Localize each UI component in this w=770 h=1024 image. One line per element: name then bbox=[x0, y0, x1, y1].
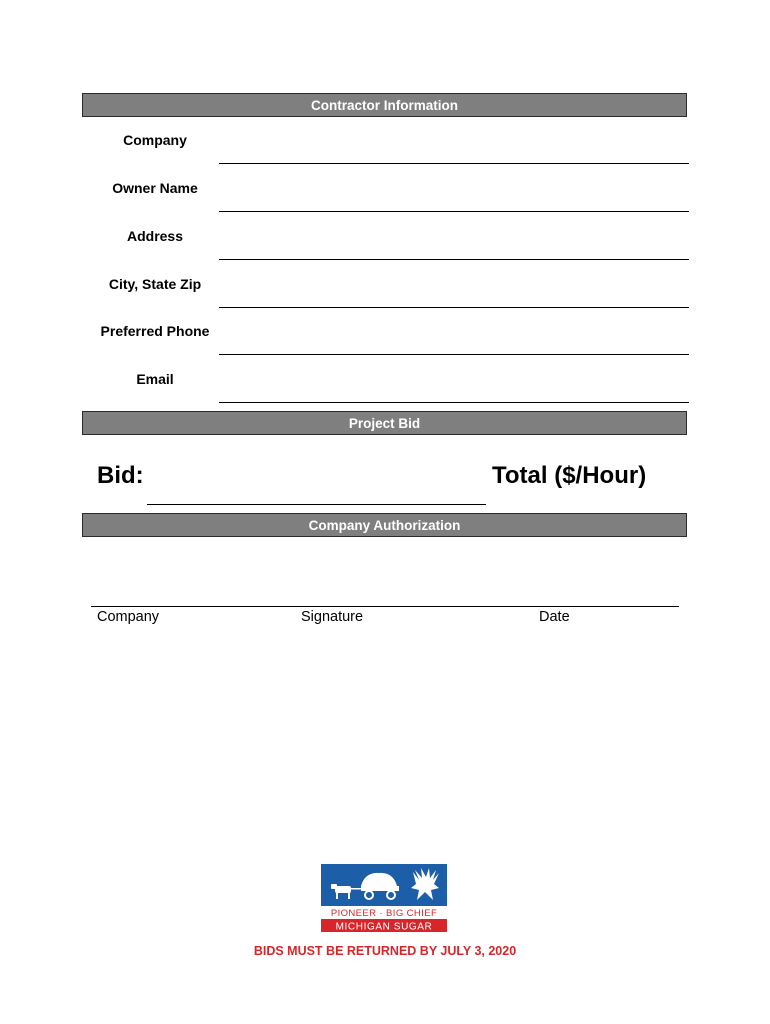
company-field[interactable] bbox=[219, 163, 689, 164]
company-label: Company bbox=[123, 132, 187, 148]
owner-name-label: Owner Name bbox=[112, 180, 198, 196]
bid-label: Bid: bbox=[97, 462, 144, 489]
authorization-company-label: Company bbox=[97, 609, 160, 625]
authorization-date-label: Date bbox=[539, 609, 570, 625]
email-field[interactable] bbox=[219, 402, 689, 403]
section-header-company-authorization: Company Authorization bbox=[82, 513, 687, 537]
bid-field[interactable] bbox=[147, 504, 486, 505]
authorization-signature-label: Signature bbox=[301, 609, 364, 625]
address-field[interactable] bbox=[219, 259, 689, 260]
deadline-notice: BIDS MUST BE RETURNED BY JULY 3, 2020 bbox=[253, 944, 517, 958]
total-per-hour-label: Total ($/Hour) bbox=[492, 462, 647, 489]
city-state-zip-label: City, State Zip bbox=[108, 276, 202, 292]
city-state-zip-field[interactable] bbox=[219, 307, 689, 308]
section-header-project-bid: Project Bid bbox=[82, 411, 687, 435]
section-header-contractor-information: Contractor Information bbox=[82, 93, 687, 117]
email-label: Email bbox=[136, 371, 174, 387]
svg-text:MICHIGAN SUGAR: MICHIGAN SUGAR bbox=[335, 921, 433, 932]
michigan-sugar-logo bbox=[321, 864, 447, 932]
owner-name-field[interactable] bbox=[219, 211, 689, 212]
svg-text:PIONEER · BIG CHIEF: PIONEER · BIG CHIEF bbox=[330, 908, 438, 919]
address-label: Address bbox=[126, 228, 184, 244]
preferred-phone-label: Preferred Phone bbox=[100, 323, 210, 339]
authorization-signature-line[interactable] bbox=[91, 606, 679, 607]
preferred-phone-field[interactable] bbox=[219, 354, 689, 355]
